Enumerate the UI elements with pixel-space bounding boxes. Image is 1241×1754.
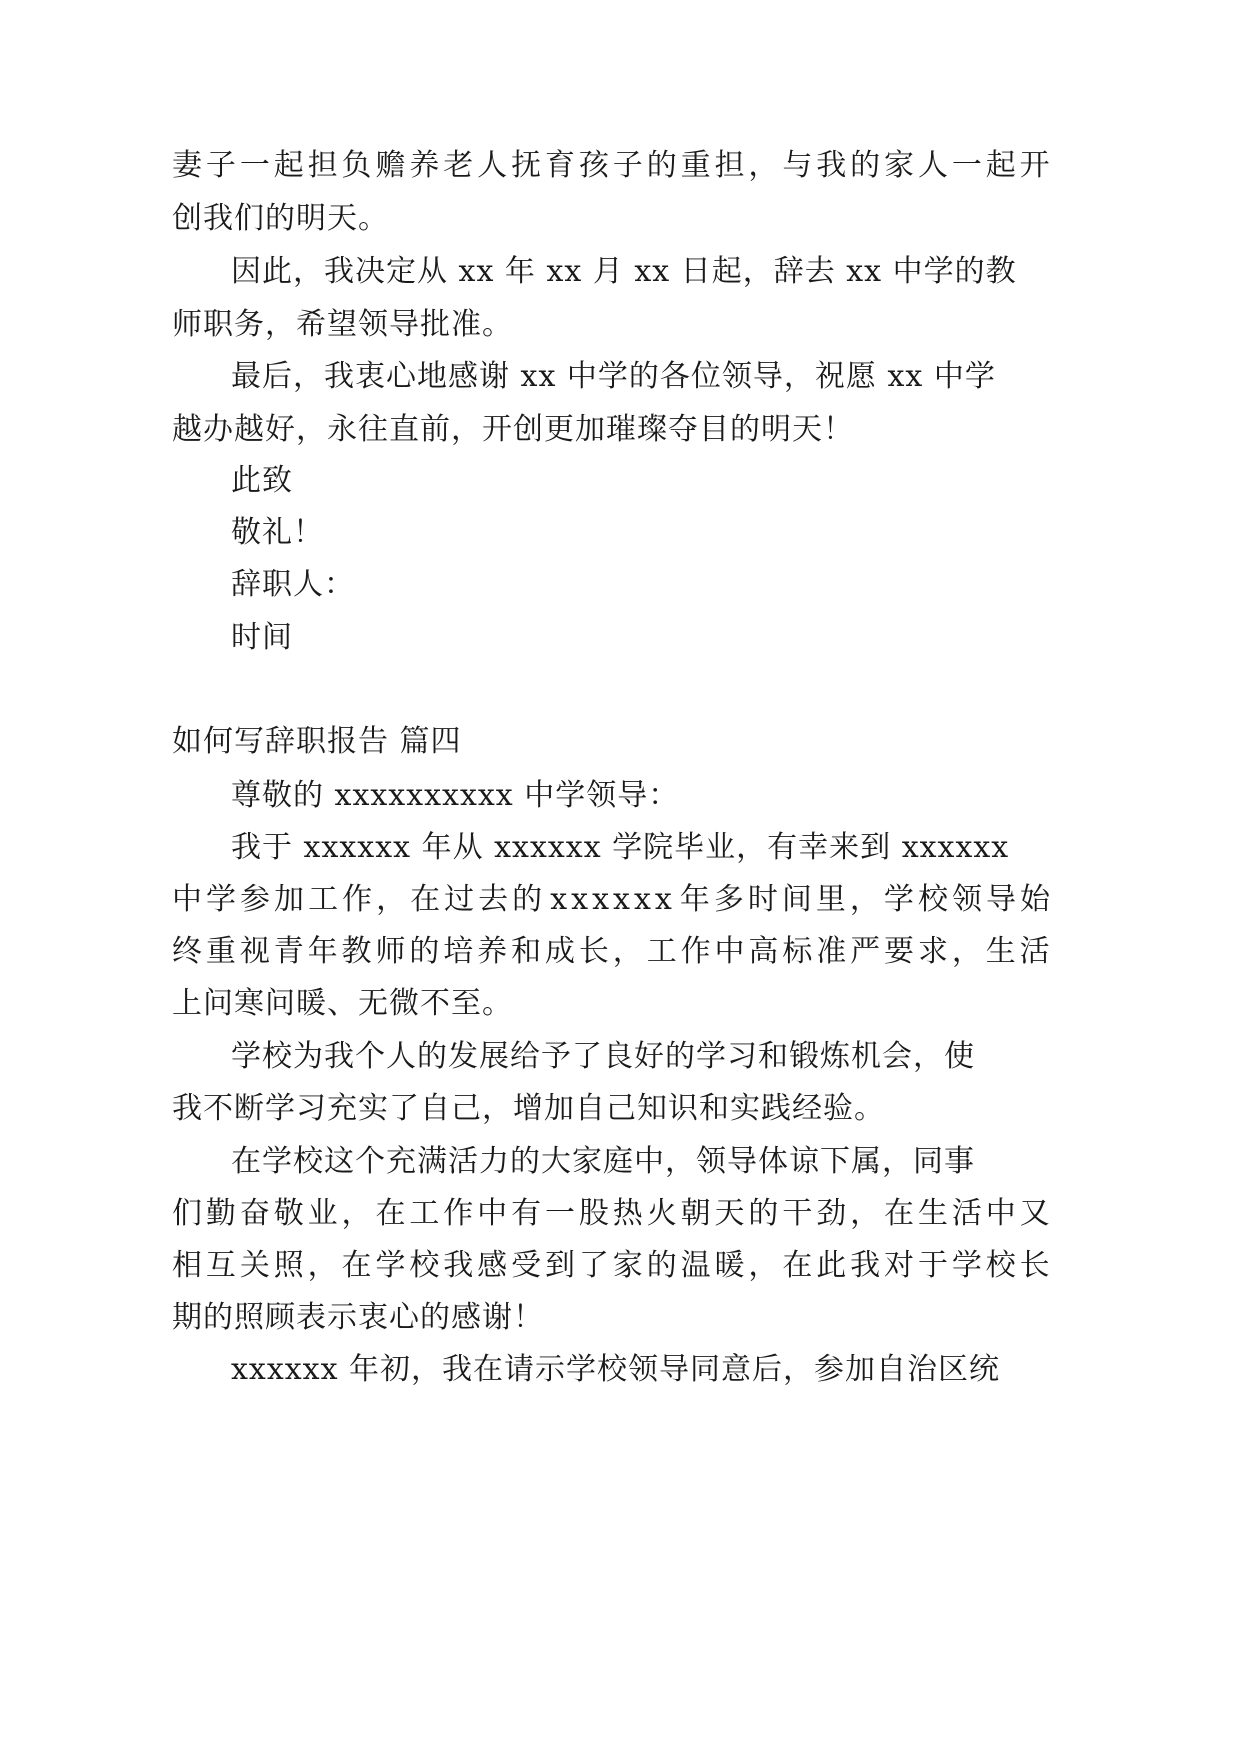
closing-line: 敬礼！ [231, 515, 324, 550]
text-line: 中 学 参 加 工 作 ， 在 过 去 的 x x x x x x 年 多 时 间 里 ， 学 校 领 导 始 [172, 882, 1050, 917]
text-line: 我不断学习充实了自己，增加自己知识和实践经验。 [172, 1091, 885, 1126]
text-line: 终 重 视 青 年 教 师 的 培 养 和 成 长 ， 工 作 中 高 标 准 严 要 求 ， 生 活 [172, 934, 1050, 969]
salutation-line: 尊敬的 xxxxxxxxxx 中学领导： [231, 778, 680, 813]
text-line: xxxxxx 年初，我在请示学校领导同意后，参加自治区统 [231, 1352, 1001, 1387]
section-heading: 如何写辞职报告 篇四 [172, 724, 462, 759]
closing-line: 此致 [231, 463, 293, 498]
text-line: 在学校这个充满活力的大家庭中，领导体谅下属，同事 [231, 1144, 975, 1179]
text-line: 越办越好，永往直前，开创更加璀璨夺目的明天！ [172, 412, 854, 447]
text-line: 最后，我衷心地感谢 xx 中学的各位领导，祝愿 xx 中学 [231, 359, 996, 394]
text-line: 期的照顾表示衷心的感谢！ [172, 1300, 544, 1335]
text-line: 师职务，希望领导批准。 [172, 307, 513, 342]
signature-line: 辞职人： [231, 567, 355, 602]
text-line: 上问寒问暖、无微不至。 [172, 986, 513, 1021]
text-line: 创我们的明天。 [172, 201, 389, 236]
text-line: 妻 子 一 起 担 负 赡 养 老 人 抚 育 孩 子 的 重 担 ， 与 我 的 家 人 一 起 开 [172, 148, 1050, 183]
text-line: 们 勤 奋 敬 业 ， 在 工 作 中 有 一 股 热 火 朝 天 的 干 劲 ， 在 生 活 中 又 [172, 1196, 1050, 1231]
text-line: 因此，我决定从 xx 年 xx 月 xx 日起，辞去 xx 中学的教 [231, 254, 1017, 289]
text-line: 学校为我个人的发展给予了良好的学习和锻炼机会，使 [231, 1039, 975, 1074]
text-line: 相 互 关 照 ， 在 学 校 我 感 受 到 了 家 的 温 暖 ， 在 此 我 对 于 学 校 长 [172, 1248, 1050, 1283]
date-line: 时间 [231, 620, 293, 655]
text-line: 我于 xxxxxx 年从 xxxxxx 学院毕业，有幸来到 xxxxxx [231, 830, 1010, 865]
